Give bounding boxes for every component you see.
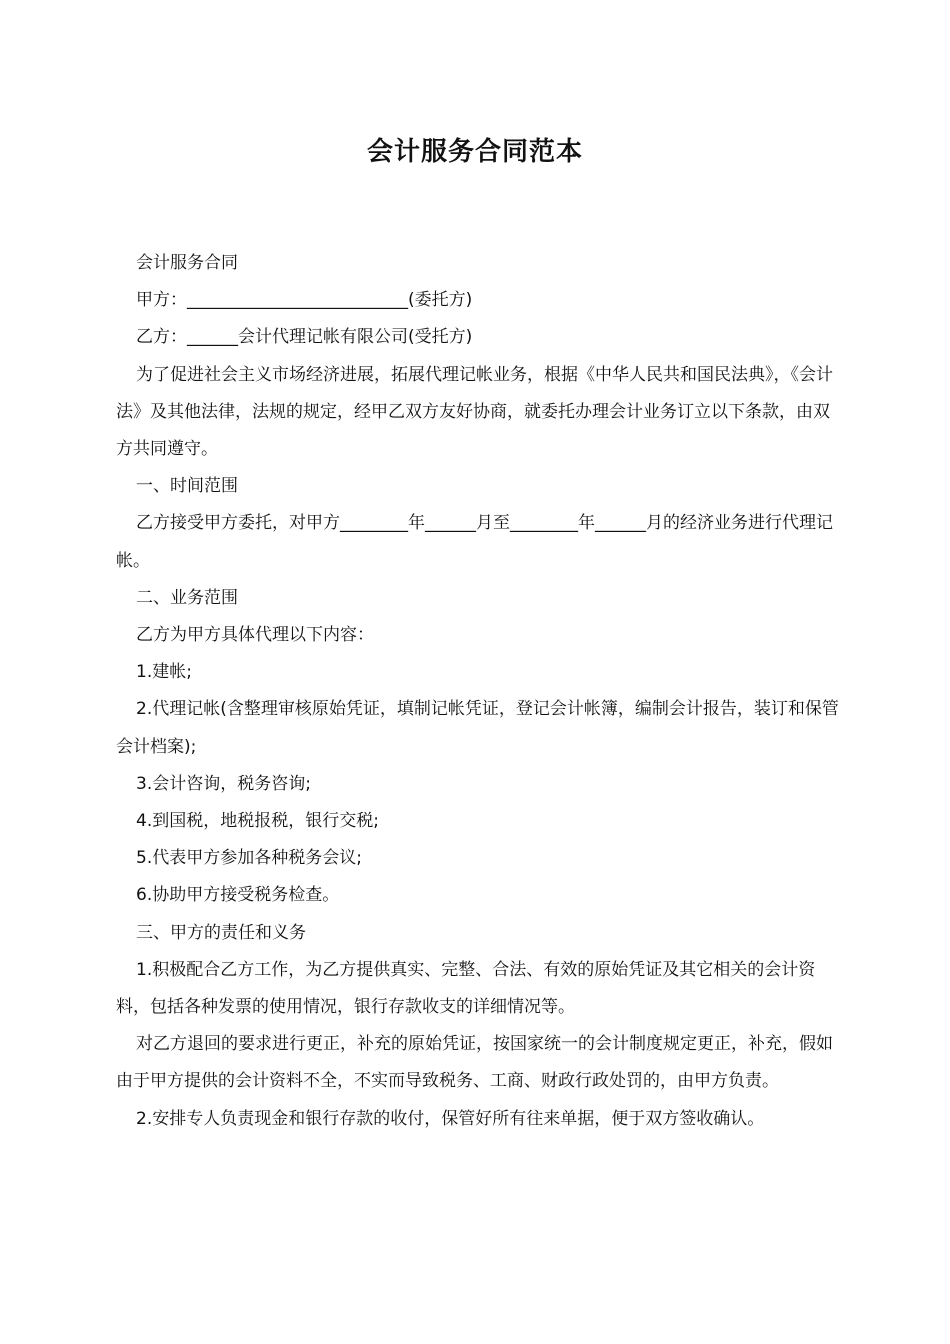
section-heading-party-a-duties: 三、甲方的责任和义务 — [136, 922, 306, 943]
list-item-3: 3.会计咨询，税务咨询; — [136, 773, 311, 794]
paragraph-duty-1: 1.积极配合乙方工作，为乙方提供真实、完整、合法、有效的原始凭证及其它相关的会计资料，包括各种发票的使用情况，银行存款收支的详细情况等。 — [116, 959, 816, 1018]
document-title: 会计服务合同范本 — [366, 137, 583, 167]
list-item-1: 1.建帐; — [136, 662, 192, 683]
document-body — [116, 245, 846, 1138]
paragraph-preamble: 为了促进社会主义市场经济进展，拓展代理记帐业务，根据《中华人民共和国民法典》，《会计法》及其他法律，法规的规定，经甲乙双方友好协商，就委托办理会计业务订立以下条款，由双方共同遵守。 — [116, 364, 833, 460]
paragraph-party-a: 甲方：__________________________(委托方) — [136, 290, 473, 311]
paragraph-duty-1-continued: 对乙方退回的要求进行更正，补充的原始凭证，按国家统一的会计制度规定更正，补充，假如由于甲方提供的会计资料不全，不实而导致税务、工商、财政行政处罚的，由甲方负责。 — [116, 1034, 833, 1092]
paragraph-scope-intro: 乙方为甲方具体代理以下内容： — [136, 625, 374, 646]
section-heading-business-scope: 二、业务范围 — [136, 587, 238, 608]
list-item-6: 6.协助甲方接受税务检查。 — [136, 885, 340, 906]
paragraph-heading-contract: 会计服务合同 — [136, 253, 238, 273]
paragraph-duty-2: 2.安排专人负责现金和银行存款的收付，保管好所有往来单据，便于双方签收确认。 — [136, 1108, 765, 1129]
list-item-5: 5.代表甲方参加各种税务会议; — [136, 848, 362, 869]
list-item-2: 2.代理记帐(含整理审核原始凭证，填制记帐凭证，登记会计帐簿，编制会计报告，装订和保管会计档案); — [116, 699, 839, 757]
paragraph-party-b: 乙方：______会计代理记帐有限公司(受托方) — [136, 327, 473, 348]
section-heading-time-range: 一、时间范围 — [136, 476, 238, 497]
list-item-4: 4.到国税，地税报税，银行交税; — [136, 811, 379, 832]
paragraph-time-range: 乙方接受甲方委托，对甲方________年______月至________年______月的经济业务进行代理记帐。 — [116, 513, 833, 571]
